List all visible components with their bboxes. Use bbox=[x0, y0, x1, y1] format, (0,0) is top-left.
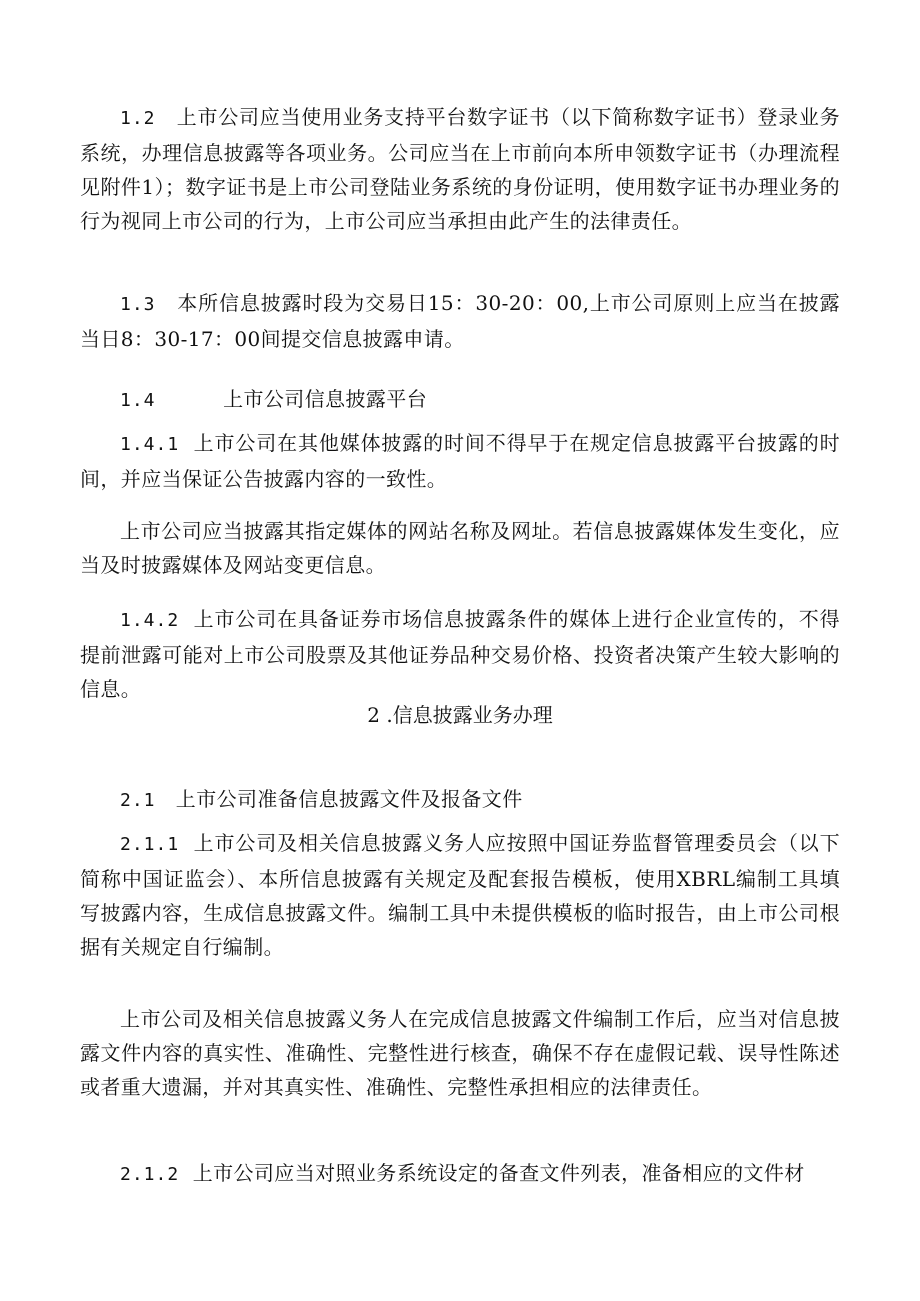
section-number: 2.1.2 bbox=[120, 1164, 180, 1185]
paragraph-2-1-2 bbox=[80, 1156, 840, 1192]
paragraph-text: 上市公司应当使用业务支持平台数字证书（以下简称数字证书）登录业务系统，办理信息披露等各项业务。公司应当在上市前向本所申领数字证书（办理流程见附件1）；数字证书是上市公司登陆业务系统的身份证明，使用数字证书办理业务的行为视同上市公司的行为，上市公司应当承担由此产生的法律责任。 bbox=[80, 105, 840, 233]
paragraph-1-2 bbox=[80, 100, 840, 238]
paragraph-text: 上市公司应当对照业务系统设定的备查文件列表，准备相应的文件材 bbox=[192, 1161, 805, 1185]
section-number: 2.1 bbox=[120, 790, 156, 811]
paragraph-2-1-1-cont bbox=[80, 1002, 840, 1104]
section-number: 1.2 bbox=[120, 108, 156, 129]
paragraph-1-4-1 bbox=[80, 426, 840, 496]
paragraph-text: 本所信息披露时段为交易日15：30-20：00,上市公司原则上应当在披露当日8：30-17：00间提交信息披露申请。 bbox=[80, 291, 840, 351]
paragraph-text: 上市公司及相关信息披露义务人在完成信息披露文件编制工作后，应当对信息披露文件内容的真实性、准确性、完整性进行核查，确保不存在虚假记载、误导性陈述或者重大遗漏，并对其真实性、准确性、完整性承担相应的法律责任。 bbox=[80, 1007, 840, 1099]
paragraph-1-4-1-cont bbox=[80, 514, 840, 582]
section-number: 2.1.1 bbox=[120, 834, 180, 855]
paragraph-1-4 bbox=[80, 382, 840, 418]
paragraph-text: 上市公司信息披露平台 bbox=[223, 387, 428, 411]
paragraph-2-1 bbox=[80, 782, 840, 818]
paragraph-text: 上市公司应当披露其指定媒体的网站名称及网址。若信息披露媒体发生变化，应当及时披露媒体及网站变更信息。 bbox=[80, 519, 840, 577]
paragraph-1-3 bbox=[80, 286, 840, 356]
section-number: 1.4.2 bbox=[120, 610, 180, 631]
paragraph-2-1-1 bbox=[80, 826, 840, 964]
section-number: 1.4.1 bbox=[120, 434, 180, 455]
paragraph-text: 上市公司准备信息披露文件及报备文件 bbox=[175, 787, 523, 811]
section-number: 1.4 bbox=[120, 390, 156, 411]
section-number: 1.3 bbox=[120, 294, 156, 315]
paragraph-text: 上市公司及相关信息披露义务人应按照中国证券监督管理委员会（以下简称中国证监会）、本所信息披露有关规定及配套报告模板，使用XBRL编制工具填写披露内容，生成信息披露文件。编制工具中未提供模板的临时报告，由上市公司根据有关规定自行编制。 bbox=[80, 831, 840, 959]
paragraph-text: 上市公司在其他媒体披露的时间不得早于在规定信息披露平台披露的时间，并应当保证公告披露内容的一致性。 bbox=[80, 431, 840, 491]
paragraph-text: 上市公司在具备证券市场信息披露条件的媒体上进行企业宣传的，不得提前泄露可能对上市公司股票及其他证券品种交易价格、投资者决策产生较大影响的信息。 bbox=[80, 607, 840, 701]
section-heading: 2 .信息披露业务办理 bbox=[367, 703, 553, 727]
paragraph-1-4-2 bbox=[80, 602, 840, 706]
